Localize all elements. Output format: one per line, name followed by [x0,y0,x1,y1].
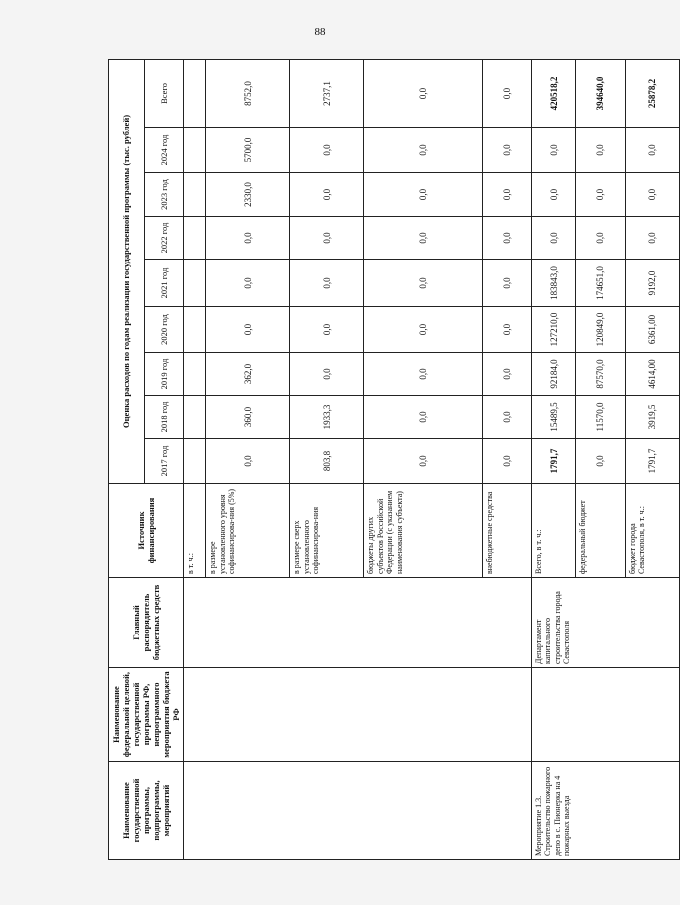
value-cell: 394640,0 [576,59,625,127]
header-year: 2017 год [144,439,183,484]
value-cell: 0,0 [290,217,364,260]
value-cell [184,307,206,353]
value-cell: 420518,2 [531,59,575,127]
value-cell: 0,0 [531,128,575,173]
value-cell: 5700,0 [206,128,290,173]
value-cell: 0,0 [625,128,679,173]
value-cell: 0,0 [290,307,364,353]
value-cell: 0,0 [364,439,482,484]
value-cell: 0,0 [364,59,482,127]
value-cell: 0,0 [206,307,290,353]
value-cell: 120849,0 [576,307,625,353]
empty-cell [531,668,679,762]
value-cell [184,173,206,217]
table-row [184,59,206,859]
page-number: 88 [314,26,326,38]
header-total: Всего [144,59,183,127]
value-cell: 6361,00 [625,307,679,353]
value-cell: 0,0 [364,128,482,173]
value-cell: 0,0 [482,307,531,353]
value-cell: 0,0 [290,128,364,173]
header-year: 2020 год [144,307,183,353]
value-cell: 0,0 [364,173,482,217]
header-year: 2019 год [144,353,183,396]
value-cell: 0,0 [576,173,625,217]
value-cell: 0,0 [576,439,625,484]
value-cell: 174651,0 [576,260,625,307]
value-cell: 0,0 [206,439,290,484]
value-cell: 803,8 [290,439,364,484]
value-cell [184,396,206,439]
source-cell: бюджет города Севастополя, в т. ч.: [625,484,679,578]
value-cell: 0,0 [364,307,482,353]
value-cell: 11570,0 [576,396,625,439]
value-cell: 0,0 [206,260,290,307]
value-cell [184,439,206,484]
value-cell [184,59,206,127]
value-cell: 4614,00 [625,353,679,396]
value-cell: 2737,1 [290,59,364,127]
header-year: 2018 год [144,396,183,439]
value-cell: 0,0 [482,439,531,484]
value-cell: 15489,5 [531,396,575,439]
value-cell: 0,0 [531,173,575,217]
value-cell: 8752,0 [206,59,290,127]
header-year: 2022 год [144,217,183,260]
measure-name: Мероприятие 1.3. Строительство пожарного депо в с. Пионерка на 4 пожарных выезда [531,762,679,860]
value-cell: 0,0 [531,217,575,260]
value-cell: 0,0 [576,128,625,173]
empty-cell [184,762,532,860]
value-cell: 0,0 [625,217,679,260]
source-cell: в размере установленного уровня софинансирова-ния (5%) [206,484,290,578]
value-cell: 0,0 [364,353,482,396]
table-row [531,59,575,859]
header-year: 2023 год [144,173,183,217]
empty-cell [184,668,532,762]
value-cell: 0,0 [482,217,531,260]
value-cell: 0,0 [290,260,364,307]
value-cell: 0,0 [576,217,625,260]
value-cell: 0,0 [482,59,531,127]
source-cell: в т. ч.: [184,484,206,578]
value-cell: 2330,0 [206,173,290,217]
header-estimate: Оценка расходов по годам реализации государственной программы (тыс. рублей) [109,59,145,483]
value-cell: 0,0 [625,173,679,217]
header-year: 2024 год [144,128,183,173]
source-cell: федеральный бюджет [576,484,625,578]
value-cell: 183843,0 [531,260,575,307]
header-federal: Наименование федеральной целевой, государственной программы РФ, непрограммного мероприятия бюджета РФ [109,668,184,762]
financing-table [108,59,680,860]
value-cell: 0,0 [290,173,364,217]
value-cell: 0,0 [482,260,531,307]
header-source: Источник финансирования [109,484,184,578]
header-year: 2021 год [144,260,183,307]
value-cell: 0,0 [206,217,290,260]
source-cell: внебюджетные средства [482,484,531,578]
value-cell [184,217,206,260]
value-cell: 362,0 [206,353,290,396]
measure-manager: Департамент капитального строительства города Севастополя [531,578,679,668]
header-manager: Главный распорядитель бюджетных средств [109,578,184,668]
value-cell: 92184,0 [531,353,575,396]
value-cell: 1933,3 [290,396,364,439]
empty-cell [184,578,532,668]
value-cell: 0,0 [482,128,531,173]
value-cell: 0,0 [482,396,531,439]
value-cell: 1791,7 [531,439,575,484]
value-cell: 360,0 [206,396,290,439]
value-cell: 0,0 [290,353,364,396]
value-cell: 0,0 [364,396,482,439]
value-cell: 0,0 [364,217,482,260]
value-cell: 9192,0 [625,260,679,307]
value-cell: 1791,7 [625,439,679,484]
value-cell: 0,0 [482,353,531,396]
value-cell [184,128,206,173]
source-cell: в размере сверх установленного софинансирова-ния [290,484,364,578]
value-cell: 25878,2 [625,59,679,127]
rotated-table-wrapper [108,60,658,860]
value-cell: 87570,0 [576,353,625,396]
value-cell: 127210,0 [531,307,575,353]
value-cell [184,260,206,307]
value-cell: 3919,5 [625,396,679,439]
source-cell: бюджеты других субъектов Российской Федерации (с указанием наименования субъекта) [364,484,482,578]
value-cell: 0,0 [364,260,482,307]
value-cell: 0,0 [482,173,531,217]
header-program: Наименование государственной программы, подпрограммы, мероприятий [109,762,184,860]
source-cell: Всего, в т. ч.: [531,484,575,578]
value-cell [184,353,206,396]
